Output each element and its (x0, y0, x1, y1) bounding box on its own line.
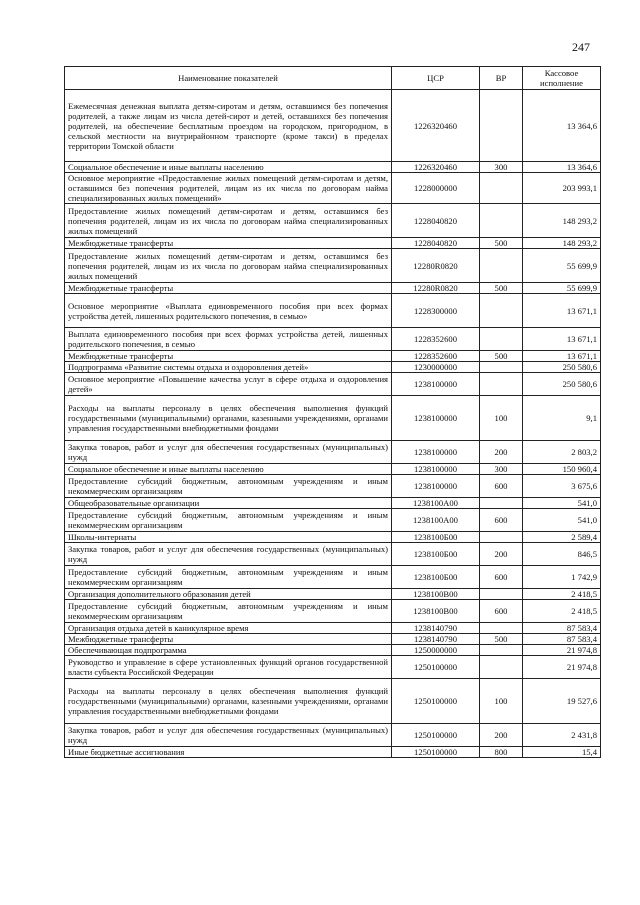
cell-vr (480, 249, 523, 283)
cell-amount: 87 583,4 (523, 634, 601, 645)
table-row (65, 634, 601, 645)
cell-vr: 200 (480, 724, 523, 747)
cell-name: Предоставление субсидий бюджетным, автономным учреждениям и иным некоммерческим организациям (65, 475, 392, 498)
budget-execution-table (64, 66, 601, 758)
cell-amount: 541,0 (523, 509, 601, 532)
cell-name: Социальное обеспечение и иные выплаты населению (65, 464, 392, 475)
cell-name: Закупка товаров, работ и услуг для обеспечения государственных (муниципальных) нужд (65, 543, 392, 566)
cell-amount: 13 671,1 (523, 294, 601, 328)
cell-csr: 1238140790 (392, 634, 480, 645)
table-row (65, 656, 601, 679)
cell-name: Основное мероприятие «Повышение качества услуг в сфере отдыха и оздоровления детей» (65, 373, 392, 396)
cell-vr (480, 656, 523, 679)
cell-name: Предоставление субсидий бюджетным, автономным учреждениям и иным некоммерческим организациям (65, 566, 392, 589)
cell-csr: 1238100Б00 (392, 543, 480, 566)
cell-name: Общеобразовательные организации (65, 498, 392, 509)
header-name: Наименование показателей (65, 67, 392, 90)
cell-name: Социальное обеспечение и иные выплаты населению (65, 162, 392, 173)
cell-csr: 1238100000 (392, 373, 480, 396)
table-row (65, 532, 601, 543)
cell-csr: 1238140790 (392, 623, 480, 634)
cell-name: Расходы на выплаты персоналу в целях обеспечения выполнения функций государственными (муниципальными) органами, казенными учреждениями, органами управления государственными внебюджетными фондами (65, 396, 392, 441)
cell-vr (480, 498, 523, 509)
cell-csr: 12280R0820 (392, 283, 480, 294)
cell-name: Предоставление жилых помещений детям-сиротам и детям, оставшимся без попечения родителей, лицам из их числа по договорам найма специализированных жилых помещений (65, 204, 392, 238)
cell-vr (480, 204, 523, 238)
cell-vr (480, 90, 523, 162)
cell-amount: 1 742,9 (523, 566, 601, 589)
table-row (65, 509, 601, 532)
cell-vr (480, 623, 523, 634)
cell-amount: 2 589,4 (523, 532, 601, 543)
cell-amount: 19 527,6 (523, 679, 601, 724)
cell-name: Основное мероприятие «Выплата единовременного пособия при всех формах устройства детей, лишенных родительского попечения, в семью» (65, 294, 392, 328)
cell-name: Подпрограмма «Развитие системы отдыха и оздоровления детей» (65, 362, 392, 373)
cell-name: Расходы на выплаты персоналу в целях обеспечения выполнения функций государственными (муниципальными) органами, казенными учреждениями, органами управления государственными внебюджетными фондами (65, 679, 392, 724)
cell-name: Закупка товаров, работ и услуг для обеспечения государственных (муниципальных) нужд (65, 724, 392, 747)
cell-vr (480, 532, 523, 543)
cell-amount: 13 364,6 (523, 90, 601, 162)
table-row (65, 351, 601, 362)
cell-amount: 541,0 (523, 498, 601, 509)
page-number: 247 (572, 40, 590, 54)
table-row (65, 173, 601, 204)
cell-csr: 1228040820 (392, 204, 480, 238)
table-row (65, 373, 601, 396)
cell-name: Иные бюджетные ассигнования (65, 747, 392, 758)
cell-name: Выплата единовременного пособия при всех формах устройства детей, лишенных родительского попечения, в семью (65, 328, 392, 351)
header-row (65, 67, 601, 90)
table-row (65, 724, 601, 747)
cell-csr: 1226320460 (392, 162, 480, 173)
cell-amount: 13 364,6 (523, 162, 601, 173)
table-row (65, 441, 601, 464)
cell-csr: 1228352600 (392, 328, 480, 351)
cell-amount: 21 974,8 (523, 656, 601, 679)
cell-vr: 600 (480, 566, 523, 589)
cell-csr: 1250100000 (392, 747, 480, 758)
cell-amount: 13 671,1 (523, 351, 601, 362)
cell-csr: 1250100000 (392, 656, 480, 679)
cell-csr: 1228352600 (392, 351, 480, 362)
cell-vr (480, 645, 523, 656)
cell-name: Предоставление субсидий бюджетным, автономным учреждениям и иным некоммерческим организациям (65, 600, 392, 623)
cell-name: Предоставление субсидий бюджетным, автономным учреждениям и иным некоммерческим организациям (65, 509, 392, 532)
cell-amount: 2 431,8 (523, 724, 601, 747)
table-row (65, 362, 601, 373)
cell-vr (480, 328, 523, 351)
cell-name: Закупка товаров, работ и услуг для обеспечения государственных (муниципальных) нужд (65, 441, 392, 464)
table-row (65, 475, 601, 498)
cell-amount: 150 960,4 (523, 464, 601, 475)
table-row (65, 204, 601, 238)
table-row (65, 645, 601, 656)
table-row (65, 162, 601, 173)
cell-name: Организация дополнительного образования детей (65, 589, 392, 600)
table-row (65, 498, 601, 509)
cell-name: Межбюджетные трансферты (65, 351, 392, 362)
table-body (65, 90, 601, 758)
cell-amount: 13 671,1 (523, 328, 601, 351)
cell-csr: 1238100Б00 (392, 566, 480, 589)
cell-csr: 1238100В00 (392, 589, 480, 600)
cell-name: Межбюджетные трансферты (65, 238, 392, 249)
cell-csr: 1228000000 (392, 173, 480, 204)
table-row (65, 623, 601, 634)
table-row (65, 328, 601, 351)
cell-csr: 1228040820 (392, 238, 480, 249)
cell-csr: 12280R0820 (392, 249, 480, 283)
cell-vr: 800 (480, 747, 523, 758)
cell-amount: 55 699,9 (523, 249, 601, 283)
cell-name: Организация отдыха детей в каникулярное время (65, 623, 392, 634)
cell-vr: 500 (480, 351, 523, 362)
cell-vr: 500 (480, 634, 523, 645)
table-header (65, 67, 601, 90)
cell-amount: 250 580,6 (523, 362, 601, 373)
table-row (65, 589, 601, 600)
cell-amount: 3 675,6 (523, 475, 601, 498)
cell-vr: 300 (480, 162, 523, 173)
cell-vr (480, 294, 523, 328)
cell-vr: 500 (480, 283, 523, 294)
cell-csr: 1226320460 (392, 90, 480, 162)
table-row (65, 294, 601, 328)
cell-amount: 15,4 (523, 747, 601, 758)
cell-amount: 9,1 (523, 396, 601, 441)
table-row (65, 679, 601, 724)
cell-amount: 846,5 (523, 543, 601, 566)
cell-name: Основное мероприятие «Предоставление жилых помещений детям-сиротам и детям, оставшимся без попечения родителей, лицам из их числа по договорам найма специализированных жилых помещений» (65, 173, 392, 204)
table-row (65, 396, 601, 441)
cell-name: Межбюджетные трансферты (65, 634, 392, 645)
cell-csr: 1238100А00 (392, 498, 480, 509)
cell-csr: 1250000000 (392, 645, 480, 656)
cell-csr: 1250100000 (392, 724, 480, 747)
cell-vr: 600 (480, 475, 523, 498)
cell-csr: 1230000000 (392, 362, 480, 373)
cell-csr: 1238100000 (392, 396, 480, 441)
cell-amount: 87 583,4 (523, 623, 601, 634)
cell-amount: 203 993,1 (523, 173, 601, 204)
cell-amount: 148 293,2 (523, 238, 601, 249)
cell-name: Предоставление жилых помещений детям-сиротам и детям, оставшимся без попечения родителей, лицам из их числа по договорам найма специализированных жилых помещений (65, 249, 392, 283)
table-row (65, 283, 601, 294)
cell-name: Межбюджетные трансферты (65, 283, 392, 294)
header-amount: Кассовое исполнение (523, 67, 601, 90)
cell-csr: 1238100000 (392, 464, 480, 475)
cell-vr (480, 589, 523, 600)
table-row (65, 90, 601, 162)
cell-vr (480, 373, 523, 396)
cell-vr: 600 (480, 600, 523, 623)
table-row (65, 566, 601, 589)
cell-amount: 250 580,6 (523, 373, 601, 396)
cell-csr: 1238100Б00 (392, 532, 480, 543)
cell-csr: 1238100В00 (392, 600, 480, 623)
header-vr: ВР (480, 67, 523, 90)
table-row (65, 249, 601, 283)
cell-csr: 1250100000 (392, 679, 480, 724)
cell-csr: 1238100А00 (392, 509, 480, 532)
cell-vr: 500 (480, 238, 523, 249)
cell-csr: 1228300000 (392, 294, 480, 328)
cell-name: Школы-интернаты (65, 532, 392, 543)
cell-name: Ежемесячная денежная выплата детям-сиротам и детям, оставшимся без попечения родителей, а также лицам из числа детей-сирот и детей, оставшихся без попечения родителей, на обеспечение бесплатным проездом на городском, пригородном, в сельской местности на внутрирайонном транспорте (кроме такси) в пределах территории Томской области (65, 90, 392, 162)
header-csr: ЦСР (392, 67, 480, 90)
cell-vr (480, 173, 523, 204)
cell-name: Руководство и управление в сфере установленных функций органов государственной власти субъекта Российской Федерации (65, 656, 392, 679)
cell-vr: 100 (480, 679, 523, 724)
cell-vr: 200 (480, 543, 523, 566)
cell-vr: 100 (480, 396, 523, 441)
table-row (65, 543, 601, 566)
table-row (65, 600, 601, 623)
cell-vr: 600 (480, 509, 523, 532)
table-row (65, 238, 601, 249)
cell-vr: 300 (480, 464, 523, 475)
cell-name: Обеспечивающая подпрограмма (65, 645, 392, 656)
cell-amount: 2 803,2 (523, 441, 601, 464)
cell-csr: 1238100000 (392, 475, 480, 498)
cell-amount: 2 418,5 (523, 589, 601, 600)
cell-amount: 148 293,2 (523, 204, 601, 238)
cell-vr: 200 (480, 441, 523, 464)
table-row (65, 464, 601, 475)
cell-csr: 1238100000 (392, 441, 480, 464)
cell-amount: 21 974,8 (523, 645, 601, 656)
cell-amount: 55 699,9 (523, 283, 601, 294)
cell-vr (480, 362, 523, 373)
table-row (65, 747, 601, 758)
cell-amount: 2 418,5 (523, 600, 601, 623)
